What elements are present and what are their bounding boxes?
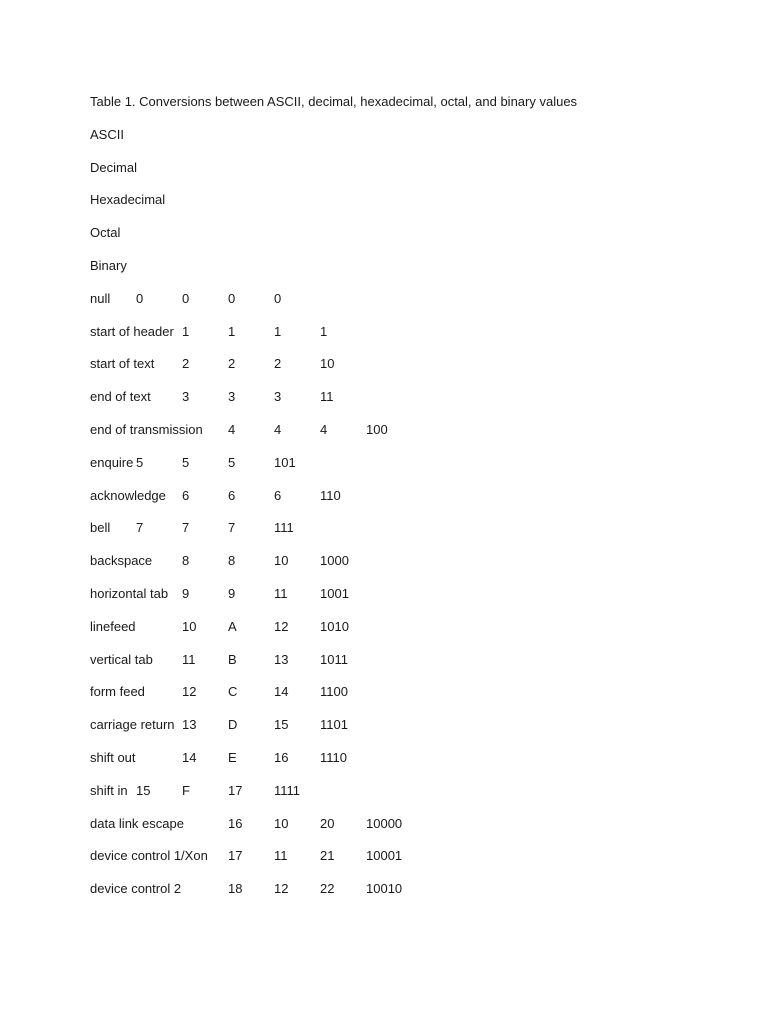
table-row: device control 2 18 12 22 10010 <box>90 881 403 897</box>
table-row: bell 7 7 7 111 <box>90 520 294 536</box>
table-row: null 0 0 0 0 <box>90 290 282 306</box>
table-row: end of transmission 4 4 4 100 <box>90 421 388 437</box>
table-row: backspace 8 8 10 1000 <box>90 553 349 569</box>
document-body <box>90 93 730 913</box>
table-row: shift out 14 E 16 1110 <box>90 749 347 765</box>
table-row: end of text 3 3 3 11 <box>90 389 334 405</box>
table-caption: Table 1. Conversions between ASCII, decimal, hexadecimal, octal, and binary values <box>90 94 578 109</box>
table-row: horizontal tab 9 9 11 1001 <box>90 585 349 601</box>
header-hexadecimal: Hexadecimal <box>90 192 166 208</box>
header-binary: Binary <box>90 257 127 273</box>
table-row: linefeed 10 A 12 1010 <box>90 618 349 634</box>
table-row: data link escape 16 10 20 10000 <box>90 815 403 831</box>
table-row: carriage return 13 D 15 1101 <box>90 717 348 733</box>
header-ascii: ASCII <box>90 126 124 142</box>
table-row: form feed 12 C 14 1100 <box>90 684 348 700</box>
header-octal: Octal <box>90 225 121 241</box>
table-row: acknowledge 6 6 6 110 <box>90 487 341 503</box>
table-row: shift in 15 F 17 1111 <box>90 782 301 798</box>
table-row: enquire 5 5 5 101 <box>90 454 296 470</box>
header-decimal: Decimal <box>90 159 137 175</box>
table-row: start of text 2 2 2 10 <box>90 356 335 372</box>
table-row: device control 1/Xon 17 11 21 10001 <box>90 848 403 864</box>
table-row: vertical tab 11 B 13 1011 <box>90 651 348 667</box>
table-row: start of header 1 1 1 1 <box>90 323 328 339</box>
